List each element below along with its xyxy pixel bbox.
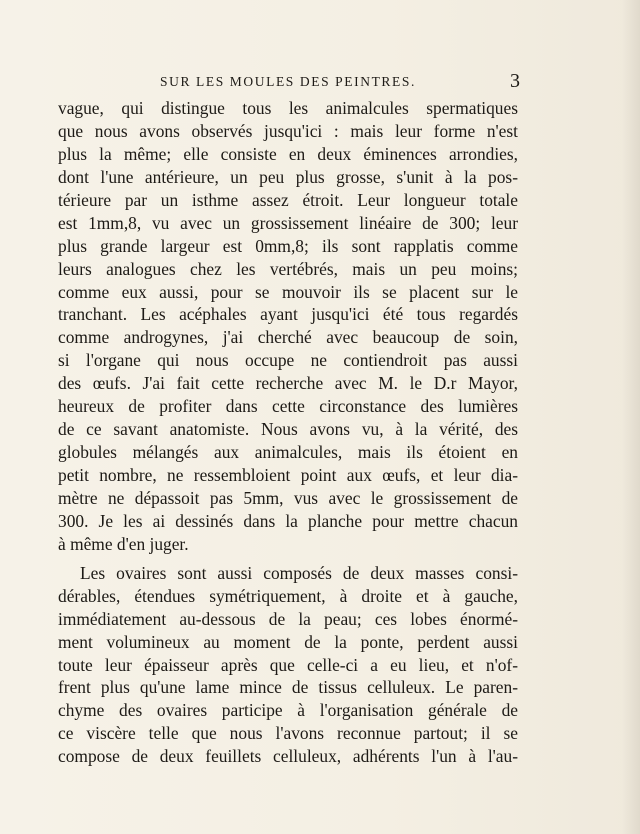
paragraph-1: [58, 97, 518, 556]
text-line: comme androgynes, j'ai cherché avec beaucoup de soin,: [58, 327, 518, 348]
text-line: mètre ne dépassoit pas 5mm, vus avec le grossissement de: [58, 487, 518, 508]
text-line: dont l'une antérieure, un peu plus grosse, s'unit à la pos-: [58, 166, 518, 187]
paragraph-2: [58, 562, 518, 768]
text-line: frent plus qu'une lame mince de tissus celluleux. Le paren-: [58, 677, 518, 698]
running-title: SUR LES MOULES DES PEINTRES.: [160, 74, 416, 89]
text-line: dérables, étendues symétriquement, à droite et à gauche,: [58, 585, 518, 606]
text-line: que nous avons observés jusqu'ici : mais leur forme n'est: [58, 120, 518, 141]
text-line: si l'organe qui nous occupe ne contiendroit pas aussi: [58, 350, 518, 371]
text-line: ment volumineux au moment de la ponte, perdent aussi: [58, 631, 518, 652]
text-line: plus la même; elle consiste en deux éminences arrondies,: [58, 143, 518, 164]
text-line: heureux de profiter dans cette circonstance des lumières: [58, 396, 518, 417]
text-line: globules mélangés aux animalcules, mais ils étoient en: [58, 442, 518, 463]
text-line: compose de deux feuillets celluleux, adhérents l'un à l'au-: [58, 746, 518, 767]
text-line: petit nombre, ne ressembloient point aux œufs, et leur dia-: [58, 465, 518, 485]
text-line: chyme des ovaires participe à l'organisation générale de: [58, 700, 518, 721]
page-number: 3: [510, 70, 520, 92]
text-line: Les ovaires sont aussi composés de deux masses consi-: [80, 562, 518, 583]
text-line: ce viscère telle que nous l'avons reconnue partout; il se: [58, 723, 518, 744]
body-text: [58, 97, 518, 768]
page-gutter-shadow: [622, 0, 640, 834]
running-head: [60, 72, 520, 94]
text-line: 300. Je les ai dessinés dans la planche pour mettre chacun: [58, 510, 518, 531]
text-line: de ce savant anatomiste. Nous avons vu, à la vérité, des: [58, 419, 518, 440]
text-line: plus grande largeur est 0mm,8; ils sont rapplatis comme: [58, 235, 518, 256]
text-line: est 1mm,8, vu avec un grossissement linéaire de 300; leur: [58, 212, 518, 233]
text-line: à même d'en juger.: [58, 533, 189, 554]
text-line: térieure par un isthme assez étroit. Leur longueur totale: [58, 189, 518, 210]
text-line: toute leur épaisseur après que celle-ci a eu lieu, et n'of-: [58, 654, 518, 675]
text-line: comme eux aussi, pour se mouvoir ils se placent sur le: [58, 281, 518, 302]
text-line: leurs analogues chez les vertébrés, mais un peu moins;: [58, 258, 518, 279]
text-line: des œufs. J'ai fait cette recherche avec M. le D.r Mayor,: [58, 373, 518, 394]
text-line: tranchant. Les acéphales ayant jusqu'ici été tous regardés: [58, 304, 518, 325]
text-line: immédiatement au-dessous de la peau; ces lobes énormé-: [58, 608, 518, 629]
text-line: vague, qui distingue tous les animalcules spermatiques: [58, 98, 518, 118]
